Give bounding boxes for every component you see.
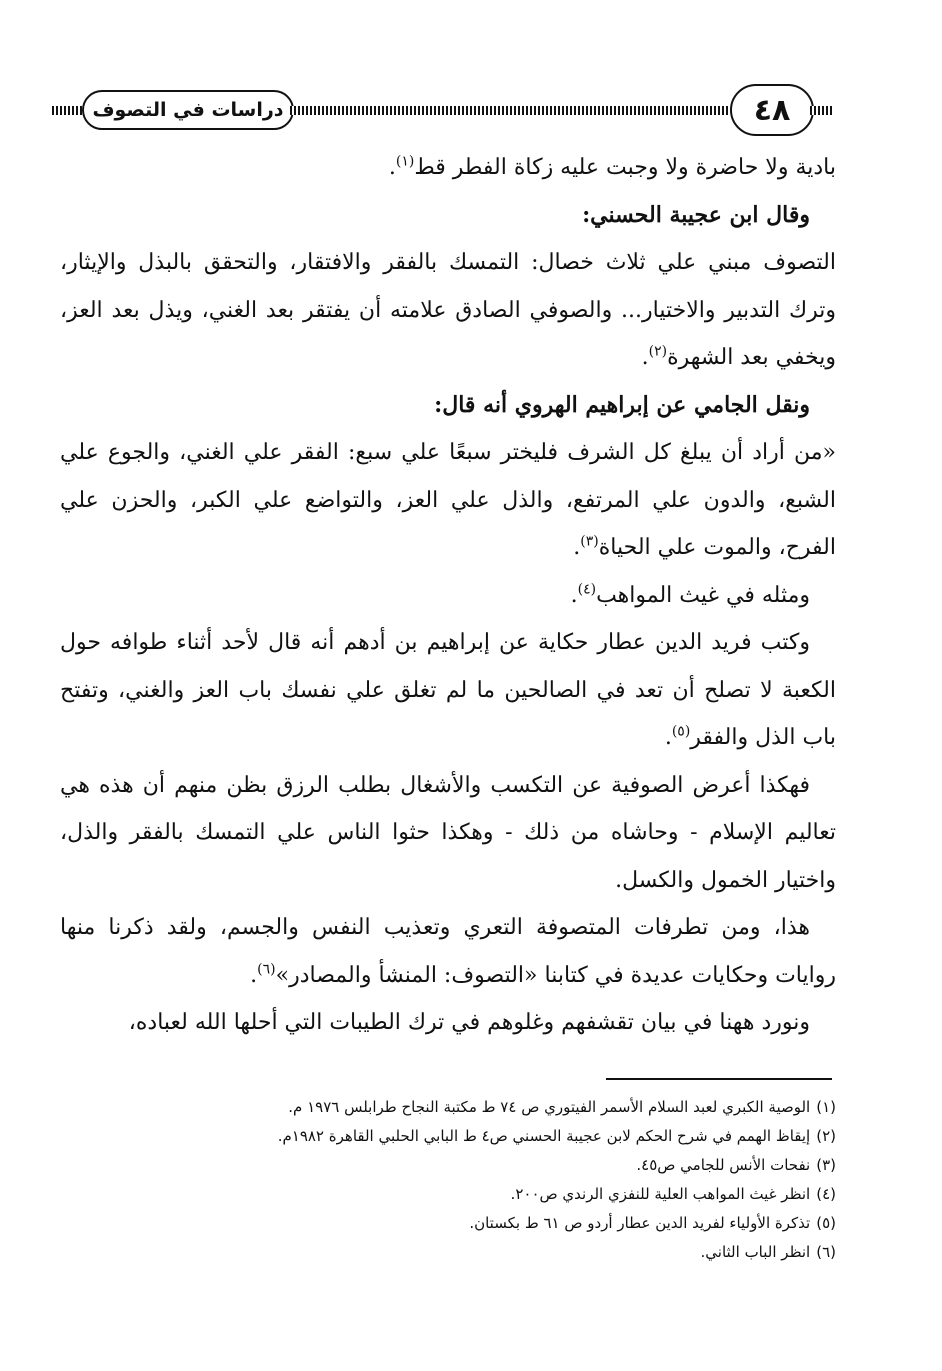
- page-number: ٤٨: [730, 84, 814, 136]
- footnote: (٤)انظر غيث المواهب العلية للنفزي الرندي ص٢٠٠.: [510, 1185, 836, 1203]
- footnote-divider: [606, 1078, 832, 1080]
- footnote: (٦)انظر الباب الثاني.: [700, 1243, 836, 1261]
- footnote-marker: (٢): [648, 343, 668, 360]
- header-ornament-right: [810, 106, 832, 115]
- footnote-marker: (٥): [671, 723, 691, 740]
- paragraph-quote-harawi: «من أراد أن يبلغ كل الشرف فليختر سبعًا علي سبع: الفقر علي الغني، والجوع علي الشبع، والدون علي المرتفع، والذل علي العز، والتواضع علي الكبر، والحزن علي الفرح، والموت علي الحياة$^{(٣)}$.: [60, 440, 836, 560]
- paragraph-continuation: بادية ولا حاضرة ولا وجبت عليه زكاة الفطر قط$^{(١)}$.: [388, 153, 836, 180]
- footnote-marker: (٣): [580, 533, 599, 550]
- paragraph-extremes: هذا، ومن تطرفات المتصوفة التعري وتعذيب النفس والجسم، ولقد ذكرنا منها روايات وحكايات عديدة في كتابنا «التصوف: المنشأ والمصادر»$^{(٦)}$.: [60, 915, 836, 988]
- footnote: (٥)تذكرة الأولياء لفريد الدين عطار أردو ص ٦١ ط بكستان.: [469, 1214, 836, 1232]
- paragraph-heading-ibn-ajiba: وقال ابن عجيبة الحسني:: [582, 201, 810, 228]
- paragraph-sufis-poverty: فهكذا أعرض الصوفية عن التكسب والأشغال بطلب الرزق بظن منهم أن هذه هي تعاليم الإسلام - وحاشاه من ذلك - وهكذا حثوا الناس علي التمسك بالفقر والذل، واختيار الخمول والكسل.: [60, 772, 836, 893]
- footnote: (١)الوصية الكبري لعبد السلام الأسمر الفيتوري ص ٧٤ ط مكتبة النجاح طرابلس ١٩٧٦ م.: [288, 1098, 836, 1116]
- footnote-marker: (٤): [577, 581, 597, 598]
- paragraph-ghayth: ومثله في غيث المواهب$^{(٤)}$.: [570, 581, 810, 608]
- header-ornament-left: [52, 106, 82, 115]
- paragraph-austerity: ونورد ههنا في بيان تقشفهم وغلوهم في ترك الطيبات التي أحلها الله لعباده،: [128, 1010, 810, 1035]
- paragraph-attar: وكتب فريد الدين عطار حكاية عن إبراهيم بن أدهم أنه قال لأحد أثناء طوافه حول الكعبة لا تصلح أن تعد في الصالحين ما لم تغلق علي نفسك باب العز والغني، وتفتح باب الذل والفقر$^{(٥)}$.: [60, 630, 836, 750]
- header-ornament-middle: [290, 106, 730, 115]
- footnotes: [60, 1093, 836, 1267]
- page-header: [52, 80, 830, 140]
- paragraph-heading-jami: ونقل الجامي عن إبراهيم الهروي أنه قال:: [434, 391, 810, 418]
- paragraph-quote-ibn-ajiba: التصوف مبني علي ثلاث خصال: التمسك بالفقر والافتقار، والتحقق بالبذل والإيثار، وترك التدبير والاختيار... والصوفي الصادق علامته أن يفتقر بعد الغني، ويذل بعد العز، ويخفي بعد الشهرة$^{(٢)}$.: [60, 250, 836, 370]
- footnote-marker: (١): [395, 153, 415, 170]
- footnote-marker: (٦): [257, 961, 276, 978]
- main-text: [60, 144, 836, 1047]
- footnote: (٢)إيقاظ الهمم في شرح الحكم لابن عجيبة الحسني ص٤ ط البابي الحلبي القاهرة ١٩٨٢م.: [277, 1127, 836, 1145]
- footnote: (٣)نفحات الأنس للجامي ص٤٥.: [636, 1156, 836, 1174]
- book-title: دراسات في التصوف: [82, 90, 294, 130]
